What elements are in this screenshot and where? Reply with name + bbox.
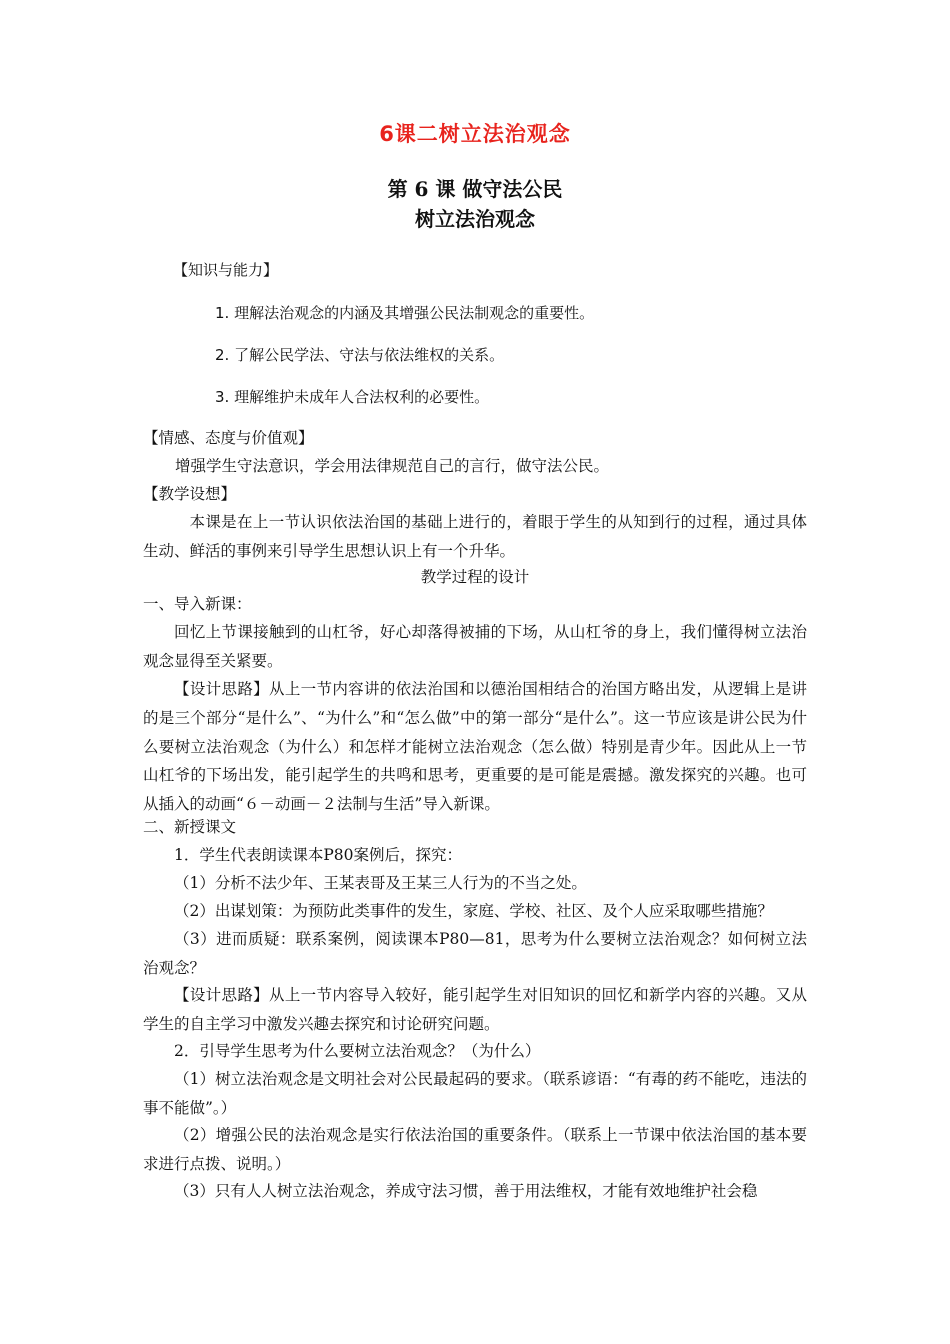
emotion-text: 增强学生守法意识，学会用法律规范自己的言行，做守法公民。 — [175, 457, 610, 475]
section2-question2: （2）出谋划策：为预防此类事件的发生，家庭、学校、社区、及个人应采取哪些措施？ — [174, 902, 773, 920]
section2-question1: （1）分析不法少年、王某表哥及王某三人行为的不当之处。 — [174, 874, 587, 892]
objective-item: 2. 了解公民学法、守法与依法维权的关系。 — [215, 346, 505, 364]
section2-point2: （2）增强公民的法治观念是实行依法治国的重要条件。（联系上一节课中依法治国的基本要求进行点拨、说明。） — [143, 1126, 807, 1173]
section1-design-notes: 【设计思路】从上一节内容讲的依法治国和以德治国相结合的治国方略出发，从逻辑上是讲的是三个部分“是什么”、“为什么”和“怎么做”中的第一部分“是什么”。这一节应该是讲公民为什么要树立法治观念（为什么）和怎样才能树立法治观念（怎么做）特别是青少年。因此从上一节山杠爷的下场出发，能引起学生的共鸣和思考，更重要的是可能是震撼。激发探究的兴趣。也可从插入的动画“６－动画－２法制与生活”导入新课。 — [143, 680, 807, 814]
objective-item: 1. 理解法治观念的内涵及其增强公民法制观念的重要性。 — [215, 304, 595, 322]
section2-question3: （3）进而质疑：联系案例，阅读课本P80—81，思考为什么要树立法治观念？如何树立法治观念？ — [143, 930, 807, 977]
design-text: 本课是在上一节认识依法治国的基础上进行的，着眼于学生的从知到行的过程，通过具体生动、鲜活的事例来引导学生思想认识上有一个升华。 — [143, 513, 807, 560]
process-title: 教学过程的设计 — [420, 568, 530, 586]
section1-text: 回忆上节课接触到的山杠爷，好心却落得被捕的下场，从山杠爷的身上，我们懂得树立法治观念显得至关紧要。 — [143, 623, 807, 670]
section1-heading: 一、导入新课： — [143, 595, 252, 613]
section2-point3: （3）只有人人树立法治观念，养成守法习惯，善于用法维权，才能有效地维护社会稳 — [174, 1182, 758, 1200]
knowledge-heading: 【知识与能力】 — [173, 261, 279, 279]
design-heading: 【教学设想】 — [143, 485, 237, 503]
section2-heading: 二、新授课文 — [143, 818, 237, 836]
emotion-heading: 【情感、态度与价值观】 — [143, 429, 314, 447]
lesson-title: 第 6 课 做守法公民 — [387, 177, 563, 201]
section2-item1: 1．学生代表朗读课本P80案例后，探究： — [174, 846, 463, 864]
objective-item: 3. 理解维护未成年人合法权利的必要性。 — [215, 388, 490, 406]
section2-design-notes: 【设计思路】从上一节内容导入较好，能引起学生对旧知识的回忆和新学内容的兴趣。又从学生的自主学习中激发兴趣去探究和讨论研究问题。 — [143, 986, 807, 1033]
document-title: 6课二树立法治观念 — [379, 122, 571, 146]
lesson-subtitle: 树立法治观念 — [415, 207, 535, 231]
section2-item2: 2．引导学生思考为什么要树立法治观念？（为什么） — [174, 1042, 541, 1060]
section2-point1: （1）树立法治观念是文明社会对公民最起码的要求。（联系谚语：“有毒的药不能吃，违法的事不能做”。） — [143, 1070, 807, 1117]
